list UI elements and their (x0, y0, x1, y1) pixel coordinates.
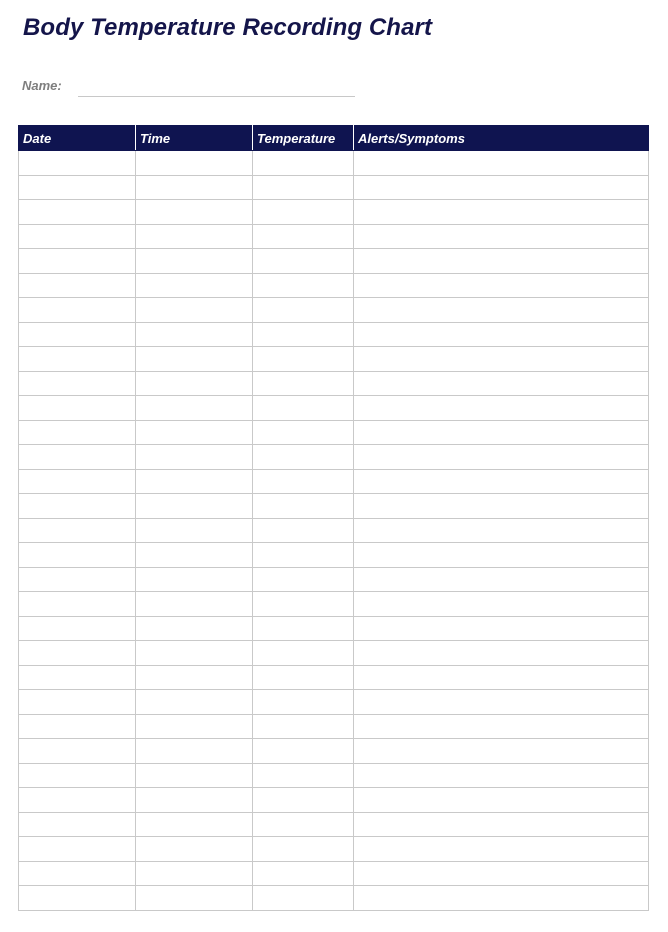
table-row (19, 714, 649, 739)
date-cell[interactable] (19, 543, 136, 568)
alerts-symptoms-cell[interactable] (354, 420, 649, 445)
table-row (19, 861, 649, 886)
name-field-row (22, 78, 362, 98)
name-label: Name: (22, 78, 62, 93)
table-row (19, 494, 649, 519)
temperature-record-table (18, 125, 649, 911)
table-row (19, 812, 649, 837)
time-cell[interactable] (136, 641, 253, 666)
time-cell[interactable] (136, 739, 253, 764)
alerts-symptoms-cell[interactable] (354, 518, 649, 543)
temperature-cell[interactable] (253, 641, 354, 666)
temperature-cell[interactable] (253, 371, 354, 396)
table-row (19, 347, 649, 372)
temperature-cell[interactable] (253, 788, 354, 813)
alerts-symptoms-cell[interactable] (354, 494, 649, 519)
time-cell[interactable] (136, 249, 253, 274)
table-row (19, 445, 649, 470)
time-cell[interactable] (136, 494, 253, 519)
temperature-cell[interactable] (253, 175, 354, 200)
alerts-symptoms-cell[interactable] (354, 347, 649, 372)
table-row (19, 249, 649, 274)
date-cell[interactable] (19, 592, 136, 617)
date-cell[interactable] (19, 494, 136, 519)
time-cell[interactable] (136, 886, 253, 911)
time-cell[interactable] (136, 200, 253, 225)
table-row (19, 175, 649, 200)
temperature-cell[interactable] (253, 690, 354, 715)
temperature-cell[interactable] (253, 420, 354, 445)
alerts-symptoms-cell[interactable] (354, 641, 649, 666)
temperature-cell[interactable] (253, 543, 354, 568)
alerts-symptoms-cell[interactable] (354, 714, 649, 739)
table-row (19, 371, 649, 396)
table-row (19, 567, 649, 592)
table-row (19, 298, 649, 323)
temperature-cell[interactable] (253, 469, 354, 494)
alerts-symptoms-cell[interactable] (354, 665, 649, 690)
alerts-symptoms-cell[interactable] (354, 690, 649, 715)
temperature-cell[interactable] (253, 347, 354, 372)
alerts-symptoms-cell[interactable] (354, 567, 649, 592)
date-cell[interactable] (19, 665, 136, 690)
table-row (19, 739, 649, 764)
time-cell[interactable] (136, 445, 253, 470)
date-cell[interactable] (19, 151, 136, 176)
column-header-alerts-symptoms: Alerts/Symptoms (354, 126, 649, 151)
temperature-cell[interactable] (253, 592, 354, 617)
alerts-symptoms-cell[interactable] (354, 151, 649, 176)
table-row (19, 641, 649, 666)
time-cell[interactable] (136, 714, 253, 739)
temperature-cell[interactable] (253, 396, 354, 421)
date-cell[interactable] (19, 396, 136, 421)
table-row (19, 665, 649, 690)
date-cell[interactable] (19, 273, 136, 298)
temperature-cell[interactable] (253, 445, 354, 470)
date-cell[interactable] (19, 641, 136, 666)
temperature-cell[interactable] (253, 763, 354, 788)
alerts-symptoms-cell[interactable] (354, 249, 649, 274)
temperature-cell[interactable] (253, 714, 354, 739)
page-title: Body Temperature Recording Chart (23, 14, 433, 41)
alerts-symptoms-cell[interactable] (354, 616, 649, 641)
alerts-symptoms-cell[interactable] (354, 298, 649, 323)
date-cell[interactable] (19, 347, 136, 372)
alerts-symptoms-cell[interactable] (354, 543, 649, 568)
date-cell[interactable] (19, 567, 136, 592)
time-cell[interactable] (136, 788, 253, 813)
temperature-cell[interactable] (253, 812, 354, 837)
time-cell[interactable] (136, 224, 253, 249)
table-row (19, 518, 649, 543)
date-cell[interactable] (19, 469, 136, 494)
table-row (19, 273, 649, 298)
date-cell[interactable] (19, 298, 136, 323)
column-header-temperature: Temperature (253, 126, 354, 151)
time-cell[interactable] (136, 543, 253, 568)
time-cell[interactable] (136, 567, 253, 592)
time-cell[interactable] (136, 592, 253, 617)
alerts-symptoms-cell[interactable] (354, 371, 649, 396)
table-row (19, 886, 649, 911)
date-cell[interactable] (19, 200, 136, 225)
temperature-cell[interactable] (253, 567, 354, 592)
table-row (19, 322, 649, 347)
date-cell[interactable] (19, 616, 136, 641)
time-cell[interactable] (136, 175, 253, 200)
time-cell[interactable] (136, 665, 253, 690)
temperature-cell[interactable] (253, 739, 354, 764)
temperature-cell[interactable] (253, 151, 354, 176)
table-row (19, 788, 649, 813)
date-cell[interactable] (19, 837, 136, 862)
date-cell[interactable] (19, 763, 136, 788)
table-row (19, 151, 649, 176)
temperature-cell[interactable] (253, 298, 354, 323)
table-row (19, 592, 649, 617)
alerts-symptoms-cell[interactable] (354, 837, 649, 862)
time-cell[interactable] (136, 396, 253, 421)
temperature-cell[interactable] (253, 518, 354, 543)
time-cell[interactable] (136, 518, 253, 543)
time-cell[interactable] (136, 347, 253, 372)
alerts-symptoms-cell[interactable] (354, 469, 649, 494)
alerts-symptoms-cell[interactable] (354, 886, 649, 911)
date-cell[interactable] (19, 322, 136, 347)
table-body (19, 151, 649, 911)
alerts-symptoms-cell[interactable] (354, 788, 649, 813)
time-cell[interactable] (136, 420, 253, 445)
table-row (19, 396, 649, 421)
table-row (19, 200, 649, 225)
table-row (19, 469, 649, 494)
time-cell[interactable] (136, 273, 253, 298)
date-cell[interactable] (19, 249, 136, 274)
temperature-cell[interactable] (253, 665, 354, 690)
date-cell[interactable] (19, 224, 136, 249)
date-cell[interactable] (19, 812, 136, 837)
table-row (19, 224, 649, 249)
date-cell[interactable] (19, 420, 136, 445)
alerts-symptoms-cell[interactable] (354, 322, 649, 347)
table-row (19, 420, 649, 445)
alerts-symptoms-cell[interactable] (354, 739, 649, 764)
temperature-cell[interactable] (253, 224, 354, 249)
column-header-date: Date (19, 126, 136, 151)
date-cell[interactable] (19, 371, 136, 396)
table-row (19, 690, 649, 715)
temperature-cell[interactable] (253, 837, 354, 862)
alerts-symptoms-cell[interactable] (354, 396, 649, 421)
date-cell[interactable] (19, 739, 136, 764)
time-cell[interactable] (136, 763, 253, 788)
alerts-symptoms-cell[interactable] (354, 200, 649, 225)
temperature-cell[interactable] (253, 616, 354, 641)
column-header-time: Time (136, 126, 253, 151)
date-cell[interactable] (19, 861, 136, 886)
alerts-symptoms-cell[interactable] (354, 812, 649, 837)
time-cell[interactable] (136, 861, 253, 886)
alerts-symptoms-cell[interactable] (354, 224, 649, 249)
table-row (19, 616, 649, 641)
time-cell[interactable] (136, 322, 253, 347)
date-cell[interactable] (19, 714, 136, 739)
name-entry-line[interactable] (78, 96, 355, 97)
date-cell[interactable] (19, 886, 136, 911)
date-cell[interactable] (19, 518, 136, 543)
alerts-symptoms-cell[interactable] (354, 445, 649, 470)
temperature-cell[interactable] (253, 249, 354, 274)
time-cell[interactable] (136, 812, 253, 837)
date-cell[interactable] (19, 788, 136, 813)
temperature-cell[interactable] (253, 322, 354, 347)
table-row (19, 763, 649, 788)
temperature-cell[interactable] (253, 861, 354, 886)
alerts-symptoms-cell[interactable] (354, 763, 649, 788)
alerts-symptoms-cell[interactable] (354, 592, 649, 617)
date-cell[interactable] (19, 445, 136, 470)
table-row (19, 837, 649, 862)
temperature-cell[interactable] (253, 200, 354, 225)
time-cell[interactable] (136, 298, 253, 323)
alerts-symptoms-cell[interactable] (354, 273, 649, 298)
time-cell[interactable] (136, 469, 253, 494)
temperature-cell[interactable] (253, 886, 354, 911)
table-header-row (19, 126, 649, 151)
alerts-symptoms-cell[interactable] (354, 175, 649, 200)
date-cell[interactable] (19, 690, 136, 715)
time-cell[interactable] (136, 690, 253, 715)
temperature-cell[interactable] (253, 273, 354, 298)
time-cell[interactable] (136, 151, 253, 176)
alerts-symptoms-cell[interactable] (354, 861, 649, 886)
time-cell[interactable] (136, 837, 253, 862)
time-cell[interactable] (136, 371, 253, 396)
time-cell[interactable] (136, 616, 253, 641)
temperature-cell[interactable] (253, 494, 354, 519)
table-row (19, 543, 649, 568)
date-cell[interactable] (19, 175, 136, 200)
